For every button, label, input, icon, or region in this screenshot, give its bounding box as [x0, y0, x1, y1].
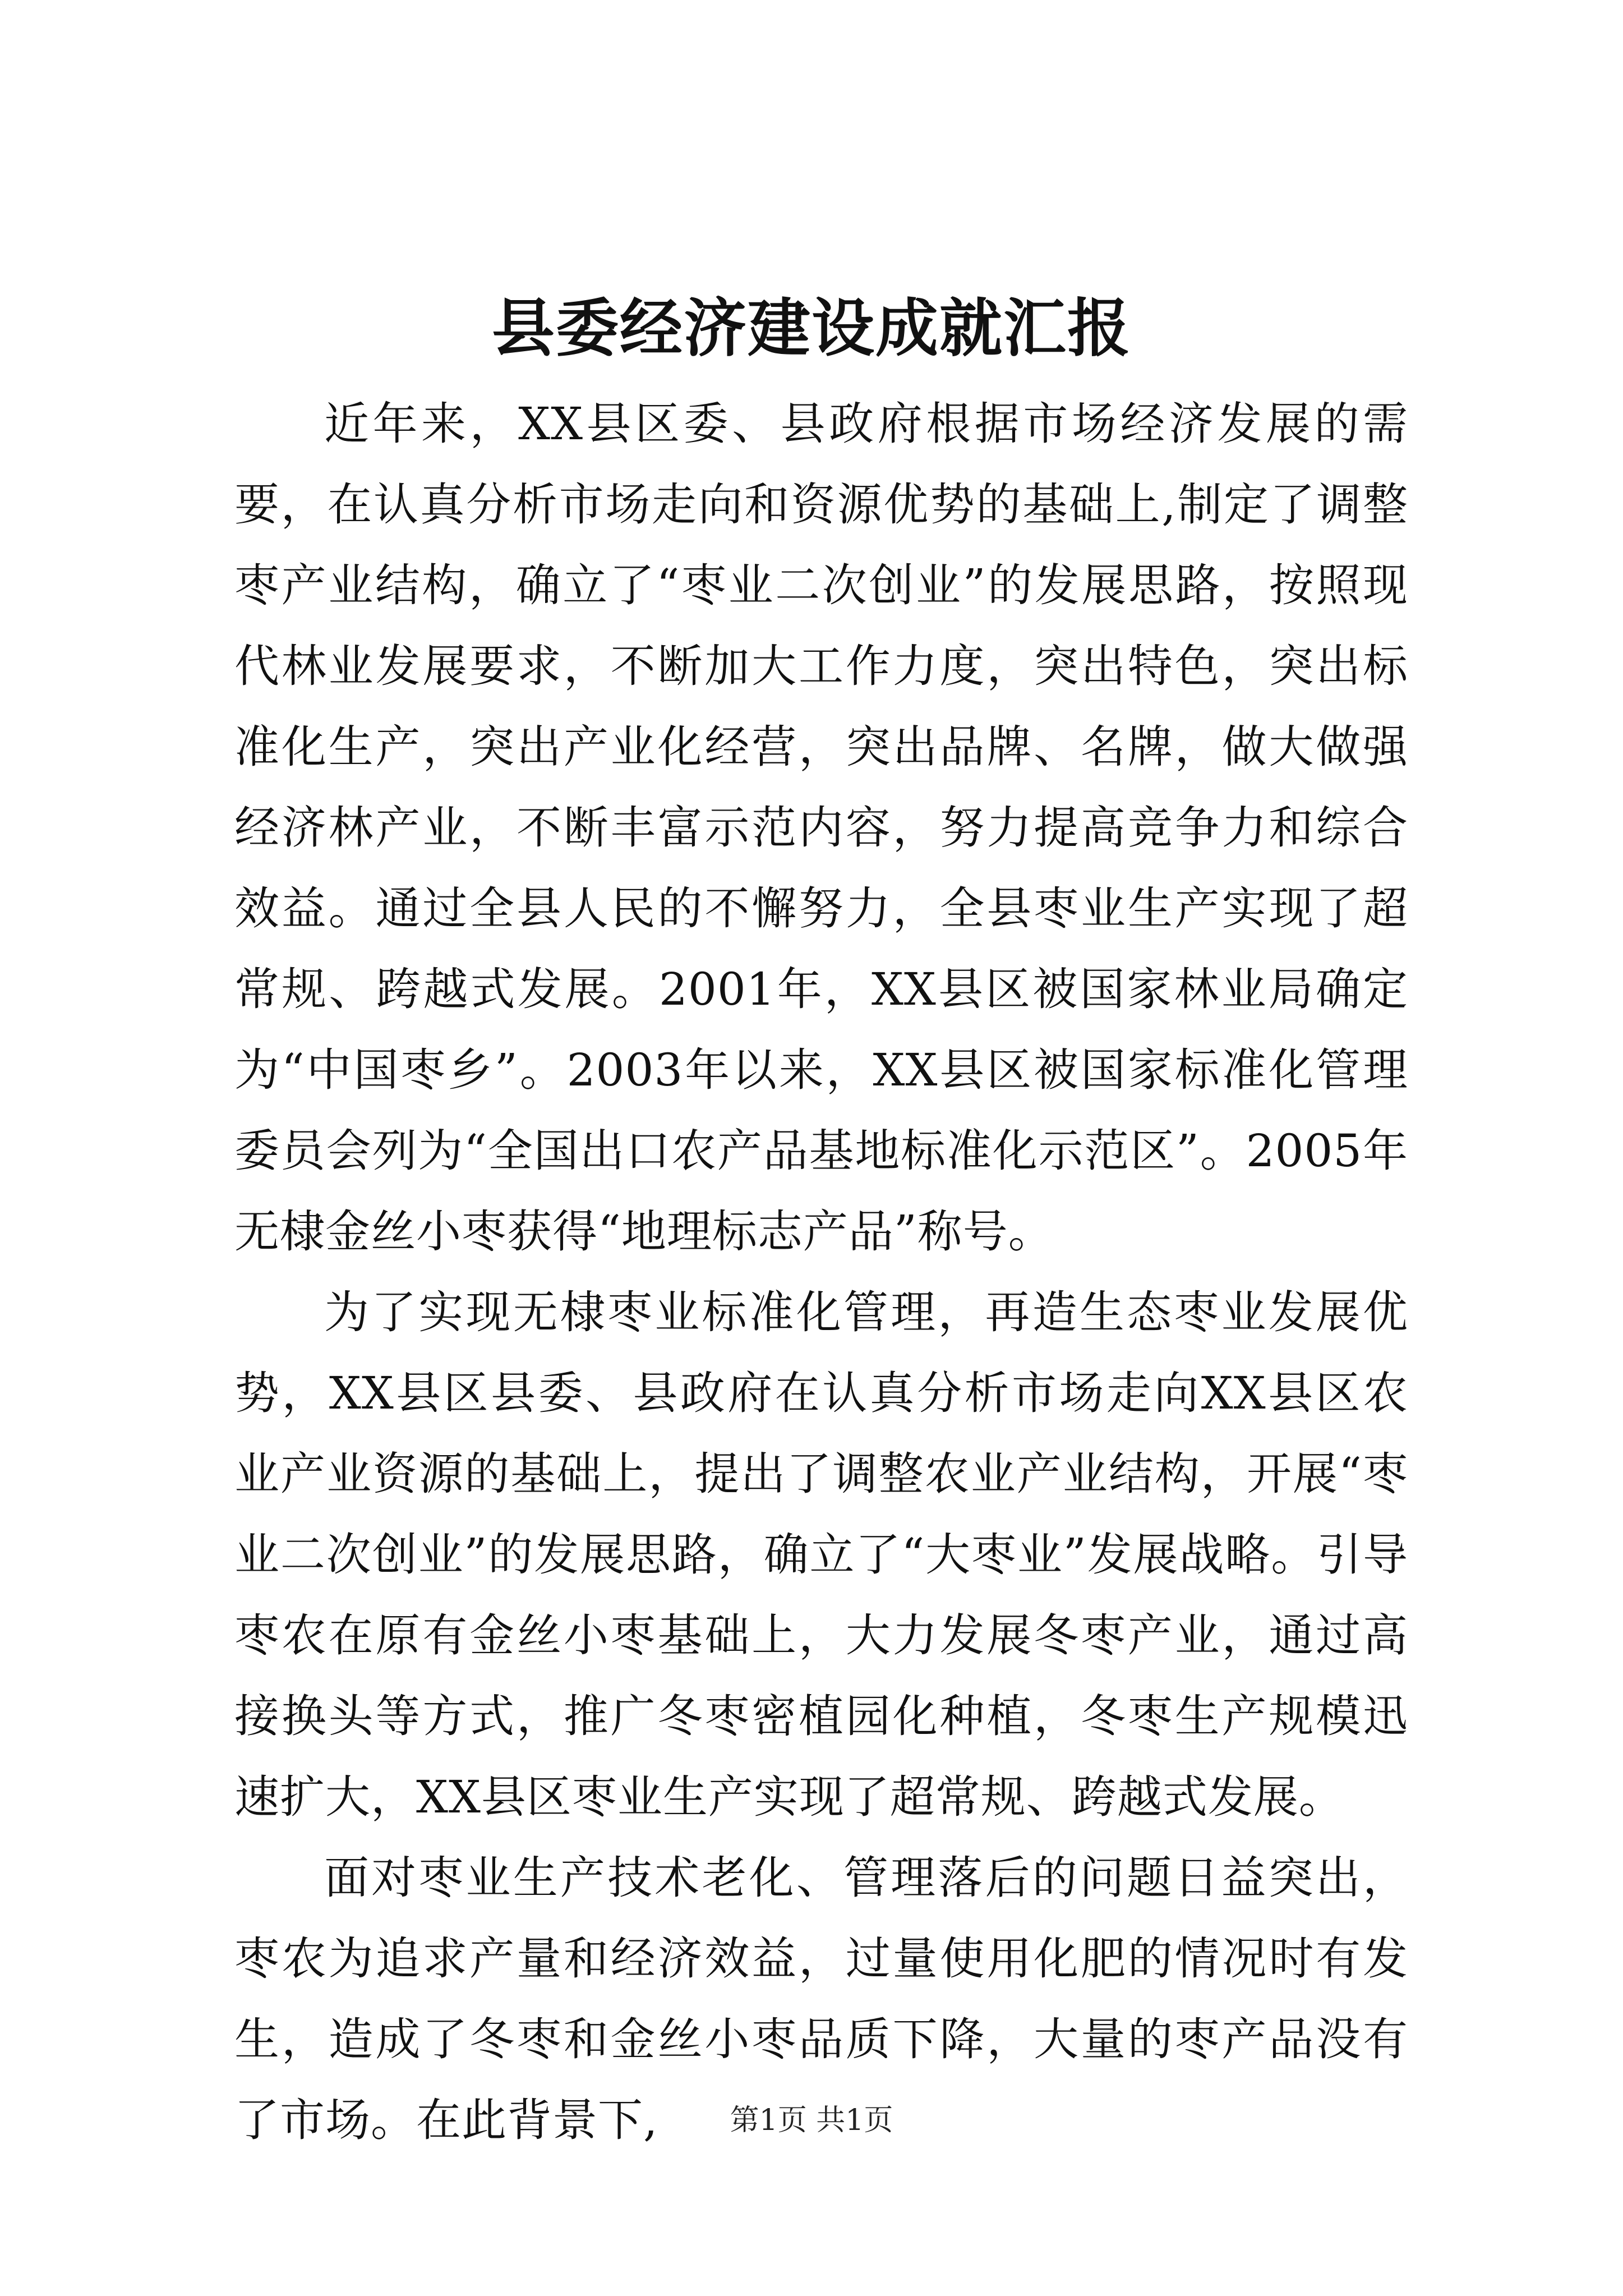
document-body — [234, 384, 1408, 2161]
document-title: 县委经济建设成就汇报 — [492, 292, 1131, 365]
body-paragraph: 为了实现无棣枣业标准化管理，再造生态枣业发展优势，XX县区县委、县政府在认真分析市场走向XX县区农业产业资源的基础上，提出了调整农业产业结构，开展“枣业二次创业”的发展思路，确立了“大枣业”发展战略。引导枣农在原有金丝小枣基础上，大力发展冬枣产业，通过高接换头等方式，推广冬枣密植园化种植，冬枣生产规模迅速扩大，XX县区枣业生产实现了超常规、跨越式发展。 — [234, 1286, 1408, 1823]
body-paragraph: 面对枣业生产技术老化、管理落后的问题日益突出，枣农为追求产量和经济效益，过量使用化肥的情况时有发生，造成了冬枣和金丝小枣品质下降，大量的枣产品没有了市场。在此背景下, — [234, 1852, 1408, 2146]
page-footer: 第1页 共1页 — [730, 2104, 893, 2137]
body-paragraph: 近年来，XX县区委、县政府根据市场经济发展的需要，在认真分析市场走向和资源优势的基础上,制定了调整枣产业结构，确立了“枣业二次创业”的发展思路，按照现代林业发展要求，不断加大工作力度，突出特色，突出标准化生产，突出产业化经营，突出品牌、名牌，做大做强经济林产业，不断丰富示范内容，努力提高竞争力和综合效益。通过全县人民的不懈努力，全县枣业生产实现了超常规、跨越式发展。2001年，XX县区被国家林业局确定为“中国枣乡”。2003年以来，XX县区被国家标准化管理委员会列为“全国出口农产品基地标准化示范区”。2005年无棣金丝小枣获得“地理标志产品”称号。 — [234, 398, 1408, 1258]
